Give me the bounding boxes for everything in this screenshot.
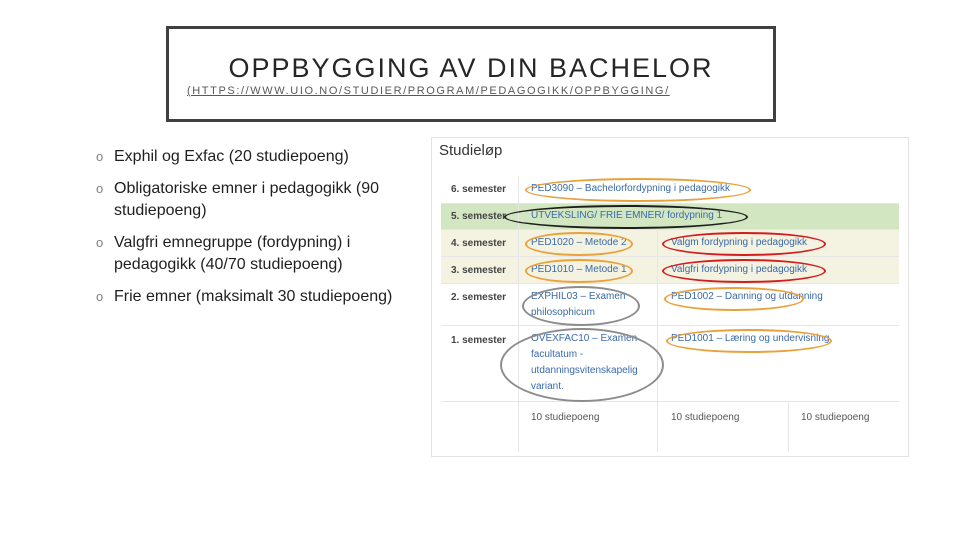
bullet-item bbox=[96, 286, 392, 308]
course-cell[interactable]: UTVEKSLING/ FRIE EMNER/ fordypning 1 bbox=[531, 210, 723, 221]
bullet-marker: o bbox=[96, 149, 104, 164]
course-cell[interactable]: EXPHIL03 – Examen philosophicum bbox=[531, 291, 626, 318]
semester-row-1 bbox=[441, 326, 899, 402]
column-divider bbox=[518, 176, 519, 452]
semester-label: 2. semester bbox=[451, 292, 507, 303]
semester-row-3 bbox=[441, 257, 899, 284]
semester-row-4 bbox=[441, 230, 899, 257]
semester-label: 3. semester bbox=[451, 265, 507, 276]
study-plan-image bbox=[431, 137, 909, 457]
credits-cell: 10 studiepoeng bbox=[671, 412, 740, 423]
semester-label: 6. semester bbox=[451, 184, 507, 195]
semester-label: 5. semester bbox=[451, 211, 507, 222]
course-cell[interactable]: PED1010 – Metode 1 bbox=[531, 264, 627, 275]
course-cell[interactable]: PED1002 – Danning og utdanning bbox=[671, 291, 823, 302]
bullet-item bbox=[96, 146, 349, 168]
slide-title: OPPBYGGING AV DIN BACHELOR bbox=[228, 53, 714, 83]
bullet-marker: o bbox=[96, 181, 104, 196]
program-link[interactable]: (HTTPS://WWW.UIO.NO/STUDIER/PROGRAM/PEDAGOGIKK/OPPBYGGING/ bbox=[187, 85, 670, 97]
column-divider bbox=[788, 402, 789, 452]
credits-row bbox=[441, 402, 899, 452]
semester-label: 4. semester bbox=[451, 238, 507, 249]
bullet-text: Obligatoriske emner i pedagogikk (90 studiepoeng) bbox=[114, 180, 380, 219]
semester-label: 1. semester bbox=[451, 335, 507, 346]
course-cell[interactable]: PED1020 – Metode 2 bbox=[531, 237, 627, 248]
credits-cell: 10 studiepoeng bbox=[531, 412, 600, 423]
credits-cell: 10 studiepoeng bbox=[801, 412, 870, 423]
semester-row-6 bbox=[441, 176, 899, 204]
course-cell[interactable]: PED3090 – Bachelorfordypning i pedagogikk bbox=[531, 183, 731, 194]
bullet-text: Frie emner (maksimalt 30 studiepoeng) bbox=[114, 288, 393, 305]
bullet-text: Valgfri emnegruppe (fordypning) i pedagogikk (40/70 studiepoeng) bbox=[114, 234, 351, 273]
bullet-marker: o bbox=[96, 289, 104, 304]
course-cell[interactable]: OVEXFAC10 – Examen facultatum - utdanningsvitenskapelig variant. bbox=[531, 333, 638, 392]
semester-row-5 bbox=[441, 204, 899, 230]
bullet-item bbox=[96, 178, 436, 222]
bullet-item bbox=[96, 232, 436, 276]
course-cell[interactable]: Valgm fordypning i pedagogikk bbox=[671, 237, 808, 248]
bullet-marker: o bbox=[96, 235, 104, 250]
course-cell[interactable]: Valgfri fordypning i pedagogikk bbox=[671, 264, 808, 275]
course-cell[interactable]: PED1001 – Læring og undervisning bbox=[671, 333, 830, 344]
semester-row-2 bbox=[441, 284, 899, 326]
bullet-text: Exphil og Exfac (20 studiepoeng) bbox=[114, 148, 349, 165]
title-box bbox=[166, 26, 776, 122]
study-plan-title: Studieløp bbox=[439, 142, 503, 159]
column-divider bbox=[657, 230, 658, 452]
